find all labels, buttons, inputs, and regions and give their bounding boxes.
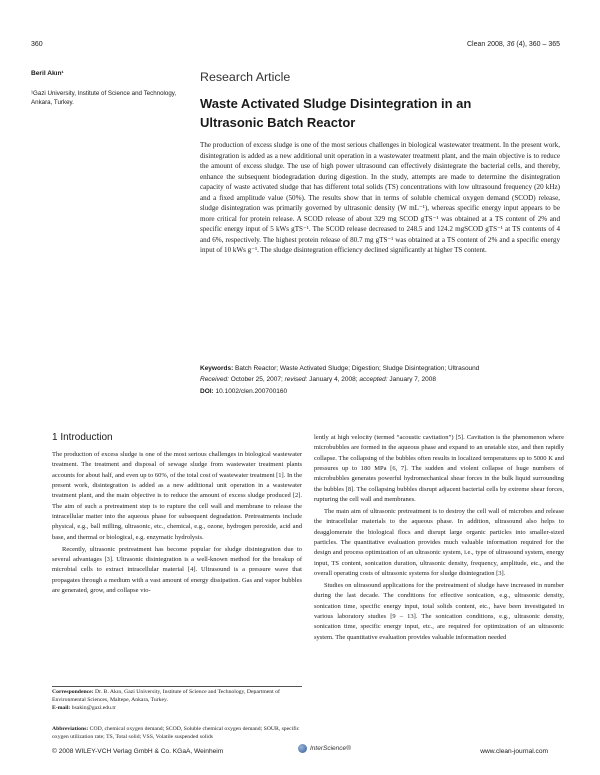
keywords [200,363,570,374]
correspondence-text: Dr. B. Akın, Gazi University, Institute of Science and Technology, Department of Environmental Sciences, Maltepe, Ankara, Turkey. [52,689,280,703]
paragraph: The production of excess sludge is one of the most serious challenges in biological wastewater treatment. The treatment and disposal of sewage sludge from wastewater treatment plants accounts for about half, and even up to 60%, of the total cost of wastewater treatment [1]. In the present work, disintegration is added as a new additional unit operation in a wastewater treatment plant, and the main objective is to reduce the amount of excess sludge produced [2]. The aim of such a pretreatment step is to rupture the cell wall and membrane to release the intracellular matter into the aqueous phase for subsequent degradation. Pretreatments include physical, e.g., ball milling, ultrasonic, etc., chemical, e.g., ozone, hydrogen peroxide, acid and base, and thermal or biological, e.g. enzymatic hydrolysis. [52,451,302,541]
accepted-date: January 7, 2008 [387,376,436,384]
received-date: October 25, 2007; [228,376,285,384]
doi [200,386,570,397]
body-column-left [52,450,302,596]
keywords-text: Batch Reactor; Waste Activated Sludge; Digestion; Sludge Disintegration; Ultrasound [233,365,480,372]
email-label: E-mail: [52,704,71,711]
abstract [200,140,560,256]
paragraph: Recently, ultrasonic pretreatment has become popular for sludge disintegration due to several advantages [3]. Ultrasonic disintegration is a well-known method for the breakup of microbial cells to extract intracellular material [4]. Ultrasound is a pressure wave that propagates through a medium with a vast amount of energy dissipation. Gas and vapor bubbles are generated, grow, and collapse vio- [52,545,302,594]
correspondence-label: Correspondence: [52,689,94,695]
publisher-logo [298,744,351,753]
abbreviations-text: COD, chemical oxygen demand; SCOD, Soluble chemical oxygen demand; SOUR, specific oxygen utilization rate; TS, Total solid; VSS, Volatile suspended solids [52,726,300,740]
keywords-label: Keywords: [200,365,234,372]
publisher-logo-text: InterScience® [310,745,351,752]
author-block [31,70,179,107]
footnote-correspondence [52,689,302,712]
journal-volume: 36 [506,41,515,48]
interscience-globe-icon [298,744,307,753]
doi-label: DOI: [200,387,214,395]
journal-ref-suffix: (4), 360 – 365 [514,41,560,48]
abbreviations-label: Abbreviations: [52,726,89,732]
article-title: Waste Activated Sludge Disintegration in an Ultrasonic Batch Reactor [200,96,472,130]
doi-link[interactable]: 10.1002/clen.200700160 [213,387,288,395]
author-affiliation: ¹Gazi University, Institute of Science and Technology, Ankara, Turkey. [31,90,177,106]
article-dates [200,374,570,385]
footnote-abbreviations [52,726,302,742]
paragraph: Studies on ultrasound applications for the pretreatment of sludge have increased in number during the last decade. The conditions for effective sonication, e.g., ultrasonic density, sonication time, specific energy input, total solids content, etc., have been investigated in various laboratory studies [9 – 13]. The sonication conditions, e.g., ultrasonic density, sonication time, specific energy input, etc., are required for optimization of an ultrasonic system. The quantitative evaluation provides valuable information needed [314,581,564,641]
received-label: Received: [200,376,229,384]
author-name: Beril Akın¹ [31,70,64,77]
abstract-text: The production of excess sludge is one of the most serious challenges in biological wastewater treatment. In the present work, disintegration is added as a new additional unit operation in a wastewater treatment plant, and the main objective is to reduce the amount of excess sludge. The use of high power ultrasound can effectively disintegrate the bacterial cells, and thereby, enhance the subsequent biodegradation during digestion. In the study, attempts are made to determine the disintegration capacity of waste activated sludge that has different total solids (TS) concentrations with low ultrasound frequency (20 kHz) and a fixed amplitude value (50%). The results show that in terms of soluble chemical oxygen demand (SCOD) release, sludge disintegration was primarily governed by ultrasonic density (W mL⁻¹), whereas specific energy input appears to be more critical for protein release. A SCOD release of about 329 mg SCOD gTS⁻¹ was obtained at a TS content of 2% and specific energy input of 5 kWs gTS⁻¹. The SCOD release decreased to 248.5 and 124.2 mgSCOD gTS⁻¹ at TS contents of 4 and 6%, respectively. The highest protein release of 80.7 mg gTS⁻¹ was obtained at a TS content of 2% and a specific energy input of 10 kWs g⁻¹. The sludge disintegration efficiency declined significantly at higher TS content. [200,141,560,255]
paragraph: The main aim of ultrasonic pretreatment is to destroy the cell wall of microbes and release the intracellular materials to the aqueous phase. In addition, ultrasound also helps to deagglomerate the biological flocs and disrupt large organic particles into smaller-sized particles. The quantitative evaluation provides much valuable information required for the design and process optimization of an ultrasonic system, i.e., type of ultrasound system, energy input, TS content, sonication duration, ultrasonic density, frequency, amplitude, etc., and the overall operating costs of ultrasonic systems for sludge disintegration [3]. [314,507,564,577]
revised-date: January 4, 2008; [307,376,360,384]
journal-reference [467,41,560,48]
copyright: © 2008 WILEY-VCH Verlag GmbH & Co. KGaA, Weinheim [52,748,224,755]
journal-ref-prefix: Clean 2008, [466,41,507,48]
journal-website[interactable]: www.clean-journal.com [480,748,548,755]
accepted-label: accepted: [359,376,388,384]
section-label: Research Article [200,70,291,84]
footnote-divider [52,686,302,687]
paragraph: lently at high velocity (termed “acoustic cavitation”) [5]. Cavitation is the phenomenon where microbubbles are formed in the aqueous phase and expand to an unstable size, and then rapidly collapse. The collapsing of the bubbles often results in localized temperatures up to 5000 K and pressures up to 180 MPa [6, 7]. The sudden and violent collapse of huge numbers of microbubbles generates powerful hydromechanical shear forces in the bulk liquid surrounding the bubbles [8]. The collapsing bubbles disrupt adjacent bacterial cells by extreme shear forces, rupturing the cell wall and membranes. [314,434,564,504]
body-column-right [314,433,564,643]
article-metadata [200,363,570,397]
section-heading-introduction: 1 Introduction [52,432,113,443]
page-number: 360 [31,41,43,48]
email-link[interactable]: bsakin@gazi.edu.tr [70,704,116,711]
revised-label: revised: [284,376,308,384]
